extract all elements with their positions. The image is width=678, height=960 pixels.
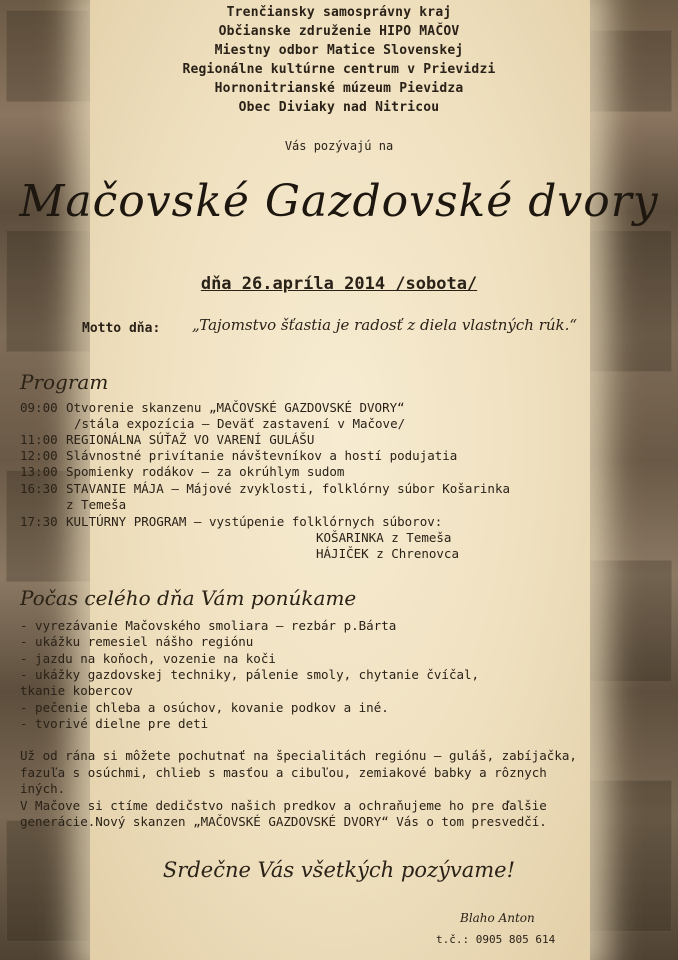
paragraph-line: iných. <box>20 781 66 796</box>
program-text-cont: z Temeša <box>66 497 127 512</box>
photo-farmhouse <box>586 780 672 932</box>
offer-item: tkanie kobercov <box>20 683 133 698</box>
offer-item: - ukážky gazdovskej techniky, pálenie smoly, chytanie čvíčal, <box>20 667 480 682</box>
program-time: 12:00 <box>20 448 58 463</box>
organizer-line: Hornonitrianské múzeum Pievidza <box>214 81 464 96</box>
program-time: 17:30 <box>20 514 58 529</box>
photo-tools <box>586 560 672 682</box>
program-text-cont: /stála expozícia – Deväť zastavení v Mačove/ <box>74 416 406 431</box>
offer-item: - tvorivé dielne pre deti <box>20 716 209 731</box>
program-text: Otvorenie skanzenu „MAČOVSKÉ GAZDOVSKÉ DVORY“ <box>66 400 405 415</box>
program-time: 09:00 <box>20 400 58 415</box>
program-heading: Program <box>20 370 109 394</box>
organizer-line: Obec Diviaky nad Nitricou <box>238 100 440 115</box>
organizer-line: Občianske združenie HIPO MAČOV <box>218 24 460 39</box>
paragraph-line: Už od rána si môžete pochutnať na špecialitách regiónu – guláš, zabíjačka, <box>20 748 577 763</box>
event-date: dňa 26.apríla 2014 /sobota/ <box>200 274 478 294</box>
offer-item: - pečenie chleba a osúchov, kovanie podkov a iné. <box>20 700 389 715</box>
program-time: 13:00 <box>20 464 58 479</box>
signature: Blaho Anton <box>460 911 535 925</box>
event-title: Mačovské Gazdovské dvory <box>19 176 659 227</box>
program-text: REGIONÁLNA SÚŤAŽ VO VARENÍ GULÁŠU <box>66 432 315 447</box>
closing-line: Srdečne Vás všetkých pozývame! <box>162 858 516 882</box>
paragraph-line: generácie.Nový skanzen „MAČOVSKÉ GAZDOVSKÉ DVORY“ Vás o tom presvedčí. <box>20 814 547 829</box>
offer-heading: Počas celého dňa Vám ponúkame <box>20 586 357 610</box>
phone-number: t.č.: 0905 805 614 <box>436 933 556 946</box>
invite-line: Vás pozývajú na <box>284 139 394 153</box>
offer-item: - ukážku remesiel nášho regiónu <box>20 634 254 649</box>
program-text: Slávnostné privítanie návštevníkov a hostí podujatia <box>66 448 458 463</box>
paragraph-line: fazuľa s osúchmi, chlieb s masťou a cibuľou, zemiakové babky a rôznych <box>20 765 547 780</box>
organizer-line: Regionálne kultúrne centrum v Prievidzi <box>182 62 496 77</box>
paragraph-line: V Mačove si ctíme dedičstvo našich predkov a ochraňujeme ho pre ďalšie <box>20 798 547 813</box>
ensemble-name: HÁJIČEK z Chrenovca <box>316 546 459 561</box>
organizer-line: Miestny odbor Matice Slovenskej <box>214 43 464 58</box>
program-time: 16:30 <box>20 481 58 496</box>
photo-children <box>586 230 672 372</box>
motto-label: Motto dňa: <box>82 321 161 336</box>
offer-item: - jazdu na koňoch, vozenie na koči <box>20 651 276 666</box>
program-text: STAVANIE MÁJA – Májové zvyklosti, folklórny súbor Košarinka <box>66 481 511 496</box>
organizer-line: Trenčiansky samosprávny kraj <box>226 5 452 20</box>
offer-item: - vyrezávanie Mačovského smoliara – rezbár p.Bárta <box>20 618 397 633</box>
motto-text: „Tajomstvo šťastia je radosť z diela vlastných rúk.“ <box>192 316 578 334</box>
program-text: Spomienky rodákov – za okrúhlym sudom <box>66 464 345 479</box>
program-time: 11:00 <box>20 432 58 447</box>
ensemble-name: KOŠARINKA z Temeša <box>316 530 452 545</box>
program-text: KULTÚRNY PROGRAM – vystúpenie folklórnych súborov: <box>66 514 443 529</box>
